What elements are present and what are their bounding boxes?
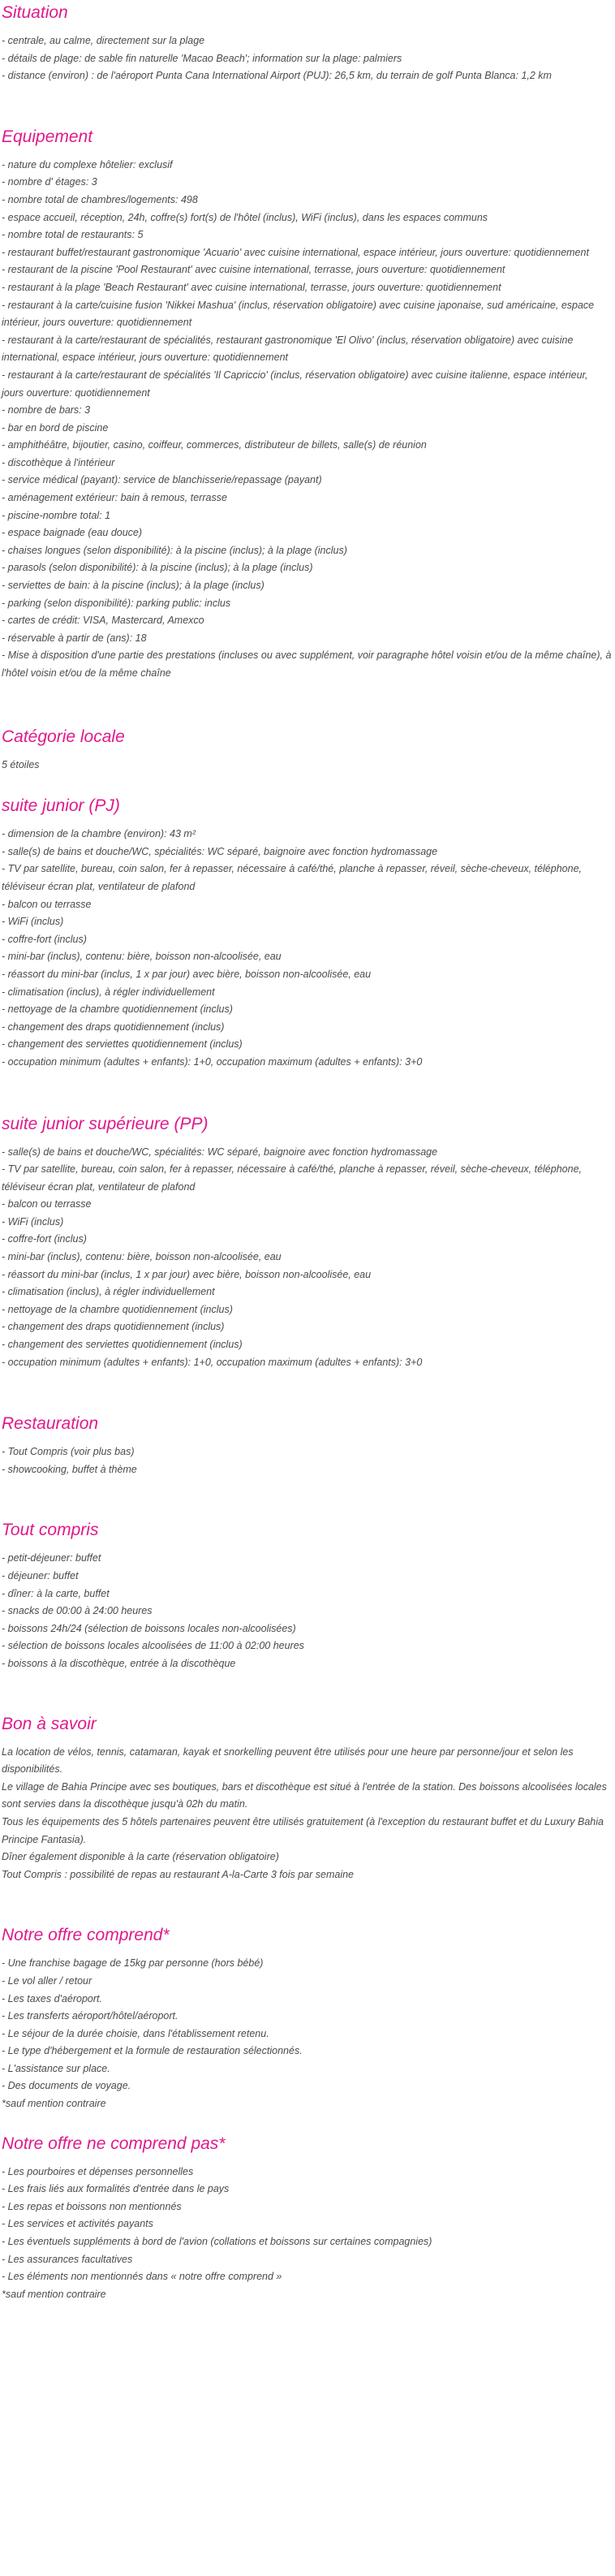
list-item: - boissons à la discothèque, entrée à la discothèque: [2, 1657, 236, 1669]
section-categorie: [2, 727, 613, 775]
list-item: - climatisation (inclus), à régler individuellement: [2, 1286, 215, 1298]
list-item: - WiFi (inclus): [2, 1215, 64, 1228]
list-item: - Les services et activités payants: [2, 2218, 153, 2230]
list-item: - nettoyage de la chambre quotidiennement (inclus): [2, 1003, 233, 1016]
section-equipement: [2, 127, 613, 683]
list-item: - Le type d'hébergement et la formule de restauration sélectionnés.: [2, 2045, 303, 2057]
list-item: - dîner: à la carte, buffet: [2, 1587, 110, 1599]
list-item: - service médical (payant): service de blanchisserie/repassage (payant): [2, 474, 322, 486]
list-item: - piscine-nombre total: 1: [2, 509, 111, 521]
section-tout-compris: [2, 1521, 613, 1672]
list-item: Tout Compris : possibilité de repas au restaurant A-la-Carte 3 fois par semaine: [2, 1868, 355, 1880]
list-item: - climatisation (inclus), à régler individuellement: [2, 986, 215, 998]
list-item: - Les transferts aéroport/hôtel/aéroport.: [2, 2010, 178, 2022]
list-item: - L'assistance sur place.: [2, 2062, 110, 2074]
section-suite-junior-superieure: [2, 1115, 613, 1372]
list-item: - centrale, au calme, directement sur la plage: [2, 35, 205, 46]
list-item: - changement des serviettes quotidiennement (inclus): [2, 1038, 243, 1051]
list-item: - aménagement extérieur: bain à remous, terrasse: [2, 492, 227, 504]
section-restauration: [2, 1414, 613, 1478]
list-item: Dîner également disponible à la carte (réservation obligatoire): [2, 1851, 279, 1863]
list-item: - balcon ou terrasse: [2, 898, 92, 910]
list-item: - nombre de bars: 3: [2, 404, 91, 416]
list-item: - espace baignade (eau douce): [2, 527, 143, 539]
list-item: La location de vélos, tennis, catamaran, kayak et snorkelling peuvent être utilisés pour une heure par personne/jour et selon les disponibilités.: [2, 1745, 574, 1776]
list-item: - discothèque à l'intérieur: [2, 456, 115, 468]
list-item: - réservable à partir de (ans): 18: [2, 632, 147, 644]
list-item: - restaurant à la plage 'Beach Restaurant' avec cuisine international, terrasse, jours ouverture: quotidiennement: [2, 281, 501, 293]
list-item: - restaurant buffet/restaurant gastronomique 'Acuario' avec cuisine international, espace intérieur, jours ouverture: quotidiennement: [2, 246, 589, 258]
section-title: Restauration: [2, 1414, 99, 1434]
list-item: - occupation minimum (adultes + enfants): 1+0, occupation maximum (adultes + enfants): 3+0: [2, 1055, 423, 1068]
list-item: - chaises longues (selon disponibilité): à la piscine (inclus); à la plage (inclus): [2, 544, 347, 556]
list-item: - changement des serviettes quotidiennement (inclus): [2, 1339, 243, 1351]
section-situation: [2, 3, 613, 85]
section-title: Catégorie locale: [2, 727, 125, 746]
list-item: - Tout Compris (voir plus bas): [2, 1446, 135, 1458]
section-title: Notre offre comprend*: [2, 1926, 170, 1945]
list-item: *sauf mention contraire: [2, 2098, 106, 2110]
list-item: - Les éléments non mentionnés dans « notre offre comprend »: [2, 2271, 282, 2283]
list-item: - mini-bar (inclus), contenu: bière, boisson non-alcoolisée, eau: [2, 951, 282, 963]
list-item: - parasols (selon disponibilité): à la piscine (inclus); à la plage (inclus): [2, 562, 313, 574]
list-item: - Les assurances facultatives: [2, 2253, 133, 2265]
list-item: - Des documents de voyage.: [2, 2080, 131, 2092]
list-item: - balcon ou terrasse: [2, 1198, 92, 1210]
list-item: - réassort du mini-bar (inclus, 1 x par jour) avec bière, boisson non-alcoolisée, eau: [2, 1268, 372, 1280]
list-item: - WiFi (inclus): [2, 916, 64, 928]
list-item: - changement des draps quotidiennement (inclus): [2, 1020, 225, 1033]
list-item: - amphithéâtre, bijoutier, casino, coiffeur, commerces, distributeur de billets, salle(s) de réunion: [2, 439, 427, 451]
list-item: - distance (environ) : de l'aéroport Punta Cana International Airport (PUJ): 26,5 km, du terrain de golf Punta Blanca: 1,2 km: [2, 70, 552, 82]
list-item: *sauf mention contraire: [2, 2288, 106, 2300]
list-item: - dimension de la chambre (environ): 43 m²: [2, 828, 196, 840]
list-item: - coffre-fort (inclus): [2, 933, 87, 945]
list-item: - showcooking, buffet à thème: [2, 1463, 137, 1475]
list-item: - Les éventuels suppléments à bord de l'avion (collations et boissons sur certaines compagnies): [2, 2236, 432, 2248]
list-item: - nombre total de restaurants: 5: [2, 229, 144, 241]
list-item: - Mise à disposition d'une partie des prestations (incluses ou avec supplément, voir paragraphe hôtel voisin et/ou de la même chaîne), à l'hôtel voisin et/ou de la même chaîne: [2, 649, 612, 679]
list-item: - boissons 24h/24 (sélection de boissons locales non-alcoolisées): [2, 1622, 296, 1634]
section-title: suite junior supérieure (PP): [2, 1114, 209, 1133]
list-item: - Une franchise bagage de 15kg par personne (hors bébé): [2, 1957, 264, 1970]
list-item: - petit-déjeuner: buffet: [2, 1552, 101, 1564]
list-item: - coffre-fort (inclus): [2, 1233, 87, 1245]
list-item: - Les frais liés aux formalités d'entrée dans le pays: [2, 2183, 230, 2195]
list-item: - bar en bord de piscine: [2, 421, 109, 434]
section-title: Bon à savoir: [2, 1714, 97, 1733]
list-item: - restaurant de la piscine 'Pool Restaurant' avec cuisine international, terrasse, jours ouverture: quotidiennement: [2, 264, 505, 276]
list-item: - nombre total de chambres/logements: 498: [2, 193, 198, 205]
list-item: - Les pourboires et dépenses personnelles: [2, 2165, 194, 2177]
list-item: - nature du complexe hôtelier: exclusif: [2, 158, 173, 170]
list-item: - Le vol aller / retour: [2, 1974, 92, 1987]
list-item: Le village de Bahia Principe avec ses boutiques, bars et discothèque est situé à l'entrée de la station. Des boissons alcoolisées locales sont servies dans la discothèque jusqu'à 02h du matin.: [2, 1780, 607, 1810]
section-title: Tout compris: [2, 1521, 99, 1540]
section-title: Situation: [2, 3, 68, 22]
list-item: - Les repas et boissons non mentionnés: [2, 2200, 182, 2212]
list-item: - réassort du mini-bar (inclus, 1 x par jour) avec bière, boisson non-alcoolisée, eau: [2, 968, 372, 980]
list-item: - détails de plage: de sable fin naturelle 'Macao Beach'; information sur la plage: palmiers: [2, 52, 402, 64]
section-title: suite junior (PJ): [2, 796, 120, 816]
section-title: Equipement: [2, 127, 93, 146]
list-item: - nombre d' étages: 3: [2, 176, 97, 188]
list-item: - TV par satellite, bureau, coin salon, fer à repasser, nécessaire à café/thé, planche à repasser, réveil, sèche-cheveux, téléphone, téléviseur écran plat, ventilateur de plafond: [2, 1163, 582, 1193]
list-item: - restaurant à la carte/restaurant de spécialités, restaurant gastronomique 'El Olivo' (inclus, réservation obligatoire) avec cuisine international, espace intérieur, jours ouverture: quotidiennement: [2, 334, 574, 364]
list-item: - TV par satellite, bureau, coin salon, fer à repasser, nécessaire à café/thé, planche à repasser, réveil, sèche-cheveux, téléphone, téléviseur écran plat, ventilateur de plafond: [2, 863, 582, 892]
section-offre-comprend: [2, 1926, 613, 2112]
list-item: - mini-bar (inclus), contenu: bière, boisson non-alcoolisée, eau: [2, 1251, 282, 1263]
list-item: - Le séjour de la durée choisie, dans l'établissement retenu.: [2, 2027, 269, 2039]
list-item: - snacks de 00:00 à 24:00 heures: [2, 1605, 153, 1617]
list-item: - serviettes de bain: à la piscine (inclus); à la plage (inclus): [2, 580, 264, 592]
list-item: - changement des draps quotidiennement (inclus): [2, 1321, 225, 1333]
section-suite-junior: [2, 796, 613, 1071]
list-item: - espace accueil, réception, 24h, coffre(s) fort(s) de l'hôtel (inclus), WiFi (inclus), dans les espaces communs: [2, 211, 488, 223]
list-item: - Les taxes d'aéroport.: [2, 1992, 102, 2004]
list-item: - restaurant à la carte/cuisine fusion 'Nikkei Mashua' (inclus, réservation obligatoire) avec cuisine japonaise, sud américaine, espace intérieur, jours ouverture: quotidiennement: [2, 299, 595, 329]
list-item: 5 étoiles: [2, 758, 40, 770]
list-item: - déjeuner: buffet: [2, 1570, 79, 1581]
list-item: - restaurant à la carte/restaurant de spécialités 'Il Capriccio' (inclus, réservation obligatoire) avec cuisine italienne, espace intérieur, jours ouverture: quotidiennement: [2, 369, 588, 399]
list-item: Tous les équipements des 5 hôtels partenaires peuvent être utilisés gratuitement (à l'exception du restaurant buffet et du Luxury Bahia Principe Fantasia).: [2, 1815, 604, 1845]
section-offre-ne-comprend-pas: [2, 2134, 613, 2304]
list-item: - sélection de boissons locales alcoolisées de 11:00 à 02:00 heures: [2, 1640, 304, 1652]
list-item: - cartes de crédit: VISA, Mastercard, Amexco: [2, 615, 204, 627]
list-item: - salle(s) de bains et douche/WC, spécialités: WC séparé, baignoire avec fonction hydromassage: [2, 845, 438, 857]
section-title: Notre offre ne comprend pas*: [2, 2134, 226, 2153]
list-item: - parking (selon disponibilité): parking public: inclus: [2, 597, 231, 609]
list-item: - salle(s) de bains et douche/WC, spécialités: WC séparé, baignoire avec fonction hydromassage: [2, 1146, 438, 1158]
list-item: - occupation minimum (adultes + enfants): 1+0, occupation maximum (adultes + enfants): 3+0: [2, 1356, 423, 1368]
section-bon-a-savoir: [2, 1715, 613, 1884]
list-item: - nettoyage de la chambre quotidiennement (inclus): [2, 1303, 233, 1315]
